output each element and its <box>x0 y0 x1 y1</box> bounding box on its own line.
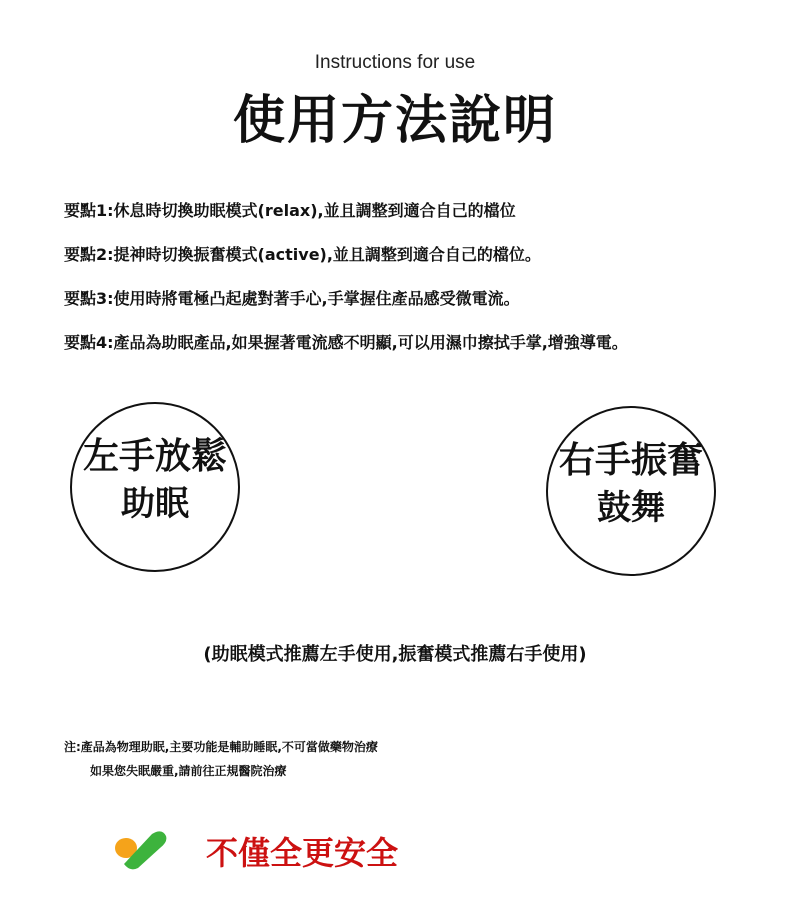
point-3: 要點3:使用時將電極凸起處對著手心,手掌握住產品感受微電流。 <box>64 289 520 308</box>
left-hand-relax-label: 左手放鬆 <box>82 436 227 477</box>
instructions-subtitle: Instructions for use <box>314 52 476 73</box>
right-hand-active-label: 右手振奮 <box>558 440 703 481</box>
page-title: 使用方法說明 <box>232 91 557 151</box>
point-2: 要點2:提神時切換振奮模式(active),並且調整到適合自己的檔位。 <box>64 245 541 264</box>
right-hand-circle <box>546 406 716 576</box>
note-line-2: 如果您失眠嚴重,請前往正規醫院治療 <box>90 764 287 778</box>
hand-recommendation: (助眠模式推薦左手使用,振奮模式推薦右手使用) <box>203 644 587 665</box>
note-line-1: 注:產品為物理助眠,主要功能是輔助睡眠,不可當做藥物治療 <box>64 740 378 754</box>
left-hand-circle <box>70 402 240 572</box>
leaf-logo-icon <box>112 828 168 870</box>
point-1: 要點1:休息時切換助眠模式(relax),並且調整到適合自己的檔位 <box>64 201 516 220</box>
encourage-label: 鼓舞 <box>597 488 665 528</box>
sleep-aid-label: 助眠 <box>121 484 189 524</box>
point-4: 要點4:產品為助眠產品,如果握著電流感不明顯,可以用濕巾擦拭手掌,增強導電。 <box>64 333 628 352</box>
footer-slogan: 不僅全更安全 <box>206 834 399 872</box>
